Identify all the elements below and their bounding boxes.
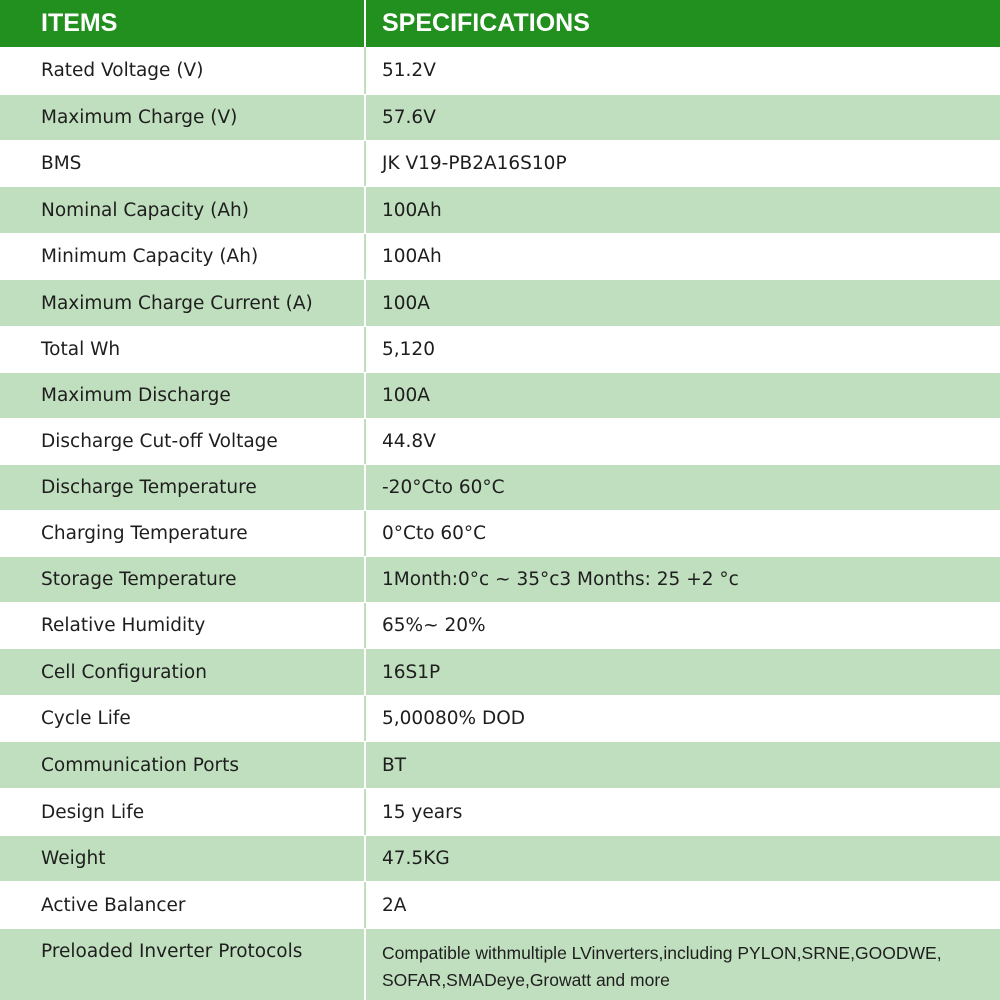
- spec-value: 2A: [364, 882, 1000, 928]
- item-label: Nominal Capacity (Ah): [41, 199, 249, 221]
- table-row: [0, 419, 1000, 464]
- table-row: [0, 373, 1000, 418]
- spec-value: 65%~ 20%: [364, 603, 1000, 648]
- item-label: Communication Ports: [41, 754, 240, 776]
- table-row: [0, 511, 1000, 556]
- table-row: [0, 47, 1000, 94]
- table-row: [0, 95, 1000, 140]
- table-row: [0, 649, 1000, 695]
- table-row: [0, 742, 1000, 788]
- table-row: [0, 882, 1000, 928]
- spec-value: 5,120: [364, 327, 1000, 372]
- item-label: Cycle Life: [41, 708, 131, 729]
- spec-value: 57.6V: [364, 95, 1000, 140]
- item-label: Weight: [41, 848, 106, 869]
- item-label: Discharge Temperature: [41, 477, 257, 498]
- item-label: Charging Temperature: [41, 523, 248, 544]
- item-label: Maximum Charge Current (A): [41, 292, 313, 314]
- spec-value: 1Month:0°c ~ 35°c3 Months: 25 +2 °c: [364, 557, 1000, 602]
- item-label: Discharge Cut-off Voltage: [41, 431, 278, 452]
- table-row: [0, 234, 1000, 279]
- spec-value: 15 years: [364, 789, 1000, 835]
- spec-value: -20°Cto 60°C: [364, 465, 1000, 510]
- item-label: Total Wh: [41, 339, 121, 360]
- header-specifications: SPECIFICATIONS: [364, 0, 1000, 47]
- spec-value: 51.2V: [364, 47, 1000, 94]
- item-label: Design Life: [41, 801, 145, 823]
- table-row: [0, 327, 1000, 372]
- item-label: Rated Voltage (V): [41, 60, 204, 81]
- spec-value: 100Ah: [364, 187, 1000, 233]
- table-row: [0, 187, 1000, 233]
- table-row: [0, 836, 1000, 881]
- item-label: Storage Temperature: [41, 569, 237, 590]
- item-label: Active Balancer: [41, 894, 186, 916]
- table-row: [0, 280, 1000, 326]
- item-label: Maximum Discharge: [41, 385, 231, 406]
- table-row: [0, 929, 1000, 1000]
- table-row: [0, 141, 1000, 186]
- spec-value: 100A: [364, 373, 1000, 418]
- table-row: [0, 465, 1000, 510]
- header-items: ITEMS: [41, 9, 118, 37]
- item-label: BMS: [41, 153, 82, 174]
- table-row: [0, 696, 1000, 741]
- spec-value: Compatible withmultiple LVinverters,including PYLON,SRNE,GOODWE, SOFAR,SMADeye,Growatt and more: [364, 929, 1000, 1000]
- spec-value: 16S1P: [364, 649, 1000, 695]
- spec-value: 47.5KG: [364, 836, 1000, 881]
- table-header: [0, 0, 1000, 47]
- spec-value: JK V19-PB2A16S10P: [364, 141, 1000, 186]
- table-row: [0, 603, 1000, 648]
- item-label: Preloaded Inverter Protocols: [41, 941, 303, 962]
- item-label: Minimum Capacity (Ah): [41, 246, 259, 267]
- spec-value: 100A: [364, 280, 1000, 326]
- item-label: Relative Humidity: [41, 615, 206, 636]
- spec-value: 44.8V: [364, 419, 1000, 464]
- table-row: [0, 557, 1000, 602]
- spec-value: 100Ah: [364, 234, 1000, 279]
- spec-value: 5,00080% DOD: [364, 696, 1000, 741]
- item-label: Cell Configuration: [41, 661, 207, 683]
- item-label: Maximum Charge (V): [41, 107, 238, 128]
- spec-value: 0°Cto 60°C: [364, 511, 1000, 556]
- spec-value: BT: [364, 742, 1000, 788]
- table-row: [0, 789, 1000, 835]
